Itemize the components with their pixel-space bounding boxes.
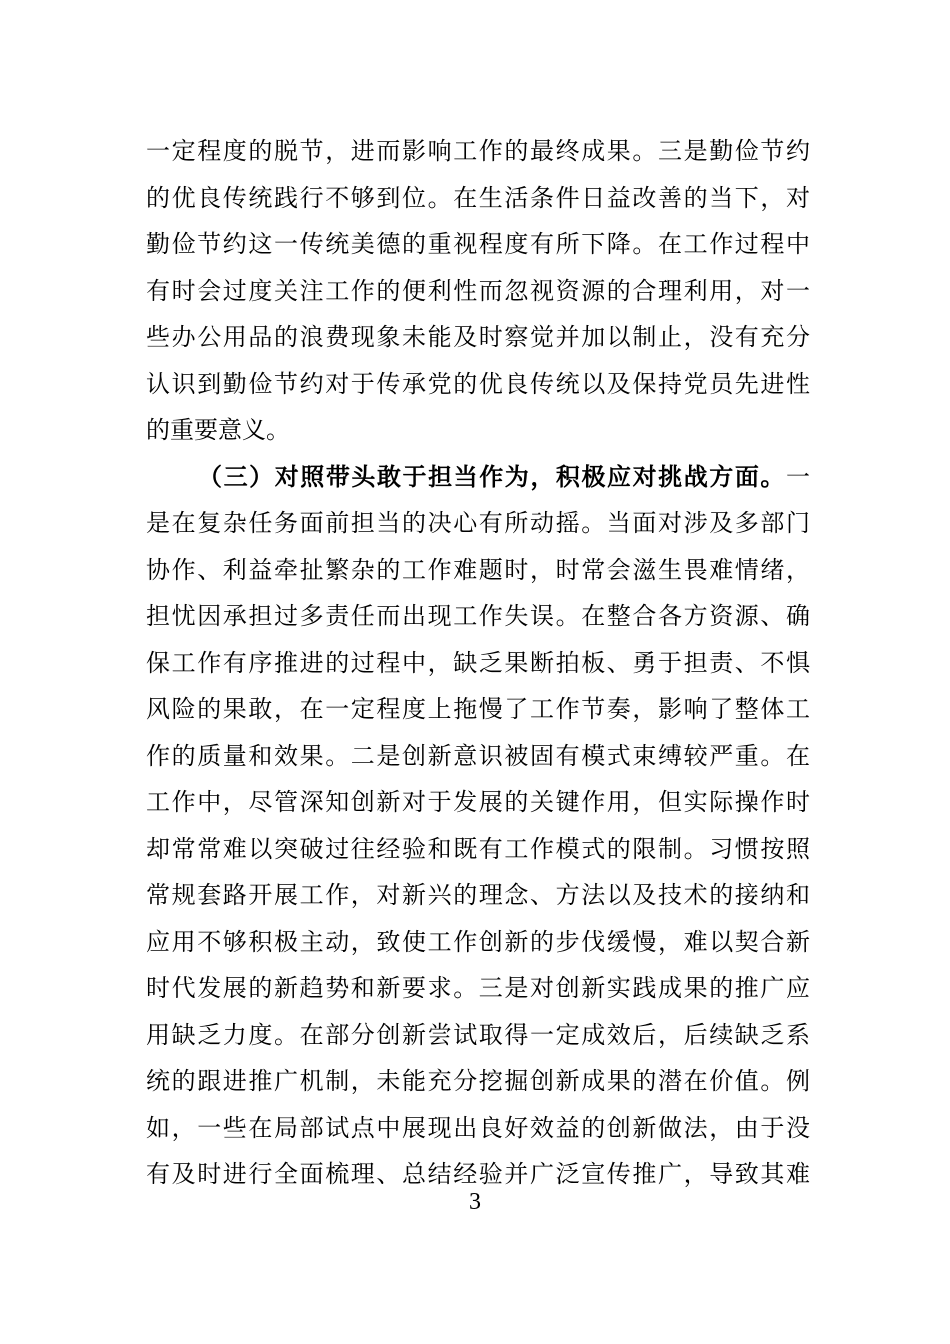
text-line: 些办公用品的浪费现象未能及时察觉并加以制止，没有充分 bbox=[146, 323, 810, 351]
paragraph-continuation bbox=[146, 128, 810, 454]
text-line: 有时会过度关注工作的便利性而忽视资源的合理利用，对一 bbox=[146, 276, 810, 305]
text-line: 的重要意义。 bbox=[146, 416, 290, 444]
text-line: 统的跟进推广机制，未能充分挖掘创新成果的潜在价值。例 bbox=[146, 1067, 810, 1095]
text-line: 是在复杂任务面前担当的决心有所动摇。当面对涉及多部门 bbox=[146, 509, 810, 537]
text-line: 用缺乏力度。在部分创新尝试取得一定成效后，后续缺乏系 bbox=[146, 1020, 810, 1049]
text-line: 如，一些在局部试点中展现出良好效益的创新做法，由于没 bbox=[146, 1113, 810, 1142]
text-line: 保工作有序推进的过程中，缺乏果断拍板、勇于担责、不惧 bbox=[146, 648, 810, 677]
text-line: 工作中，尽管深知创新对于发展的关键作用，但实际操作时 bbox=[146, 788, 810, 816]
text-line: 认识到勤俭节约对于传承党的优良传统以及保持党员先进性 bbox=[146, 369, 810, 398]
section-heading-line bbox=[146, 454, 810, 501]
text-line: 协作、利益牵扯繁杂的工作难题时，时常会滋生畏难情绪， bbox=[146, 555, 810, 584]
page-number: 3 bbox=[469, 1189, 481, 1215]
text-line: 风险的果敢，在一定程度上拖慢了工作节奏，影响了整体工 bbox=[146, 695, 810, 723]
body-text bbox=[146, 128, 810, 1198]
text-line: 应用不够积极主动，致使工作创新的步伐缓慢，难以契合新 bbox=[146, 927, 810, 956]
text-line: 作的质量和效果。二是创新意识被固有模式束缚较严重。在 bbox=[146, 741, 810, 770]
text-line: 一定程度的脱节，进而影响工作的最终成果。三是勤俭节约 bbox=[146, 137, 810, 165]
section-heading: （三）对照带头敢于担当作为，积极应对挑战方面。 bbox=[198, 461, 786, 491]
text-line: 勤俭节约这一传统美德的重视程度有所下降。在工作过程中 bbox=[146, 230, 810, 258]
paragraph-section-three bbox=[146, 454, 810, 1198]
text-line: 常规套路开展工作，对新兴的理念、方法以及技术的接纳和 bbox=[146, 881, 810, 909]
text-line: 的优良传统践行不够到位。在生活条件日益改善的当下，对 bbox=[146, 183, 810, 212]
text-line: 却常常难以突破过往经验和既有工作模式的限制。习惯按照 bbox=[146, 834, 810, 863]
text-line: 担忧因承担过多责任而出现工作失误。在整合各方资源、确 bbox=[146, 602, 810, 630]
text-line: 有及时进行全面梳理、总结经验并广泛宣传推广，导致其难 bbox=[146, 1160, 810, 1188]
heading-line-rest: 一 bbox=[786, 462, 810, 491]
text-line: 时代发展的新趋势和新要求。三是对创新实践成果的推广应 bbox=[146, 974, 810, 1002]
